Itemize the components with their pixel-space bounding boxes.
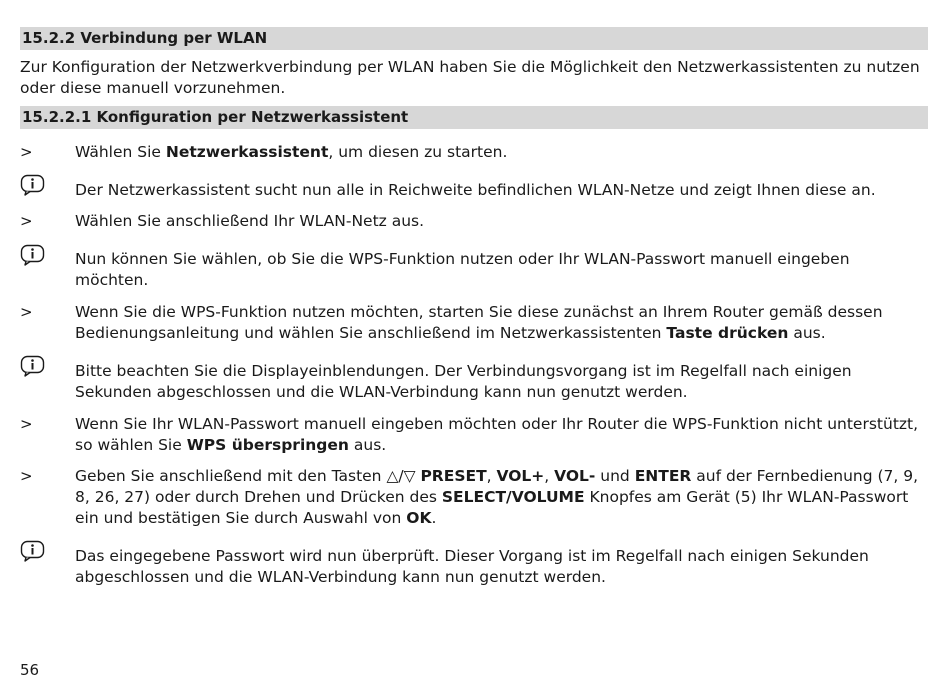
info-icon [20, 355, 46, 377]
page-number: 56 [20, 661, 40, 679]
info-displayeinblendungen: Bitte beachten Sie die Displayeinblendungen. Der Verbindungsvorgang ist im Regelfall nach einigen Sekunden abgeschlossen und die WLAN-Verbindung kann nun genutzt werden. [75, 362, 852, 401]
step-marker: > [20, 415, 33, 433]
step-marker: > [20, 467, 33, 485]
step-marker: > [20, 303, 33, 321]
intro-paragraph: Zur Konfiguration der Netzwerkverbindung per WLAN haben Sie die Möglichkeit den Netzwerkassistenten zu nutzen oder diese manuell vorzunehmen. [20, 58, 920, 97]
step-passwort-eingeben: Geben Sie anschließend mit den Tasten △/▽ PRESET, VOL+, VOL- und ENTER auf der Fernbedienung (7, 9, 8, 26, 27) oder durch Drehen und Drücken des SELECT/VOLUME Knopfes am Gerät (5) Ihr WLAN-Passwort ein und bestätigen Sie durch Auswahl von OK. [75, 467, 919, 527]
step-marker: > [20, 212, 33, 230]
info-icon [20, 174, 46, 196]
section-heading-verbindung-per-wlan: 15.2.2 Verbindung per WLAN [20, 27, 928, 50]
step-select-wlan-netz: Wählen Sie anschließend Ihr WLAN-Netz aus. [75, 212, 425, 230]
step-marker: > [20, 143, 33, 161]
info-icon [20, 244, 46, 266]
info-icon [20, 540, 46, 562]
step-select-netzwerkassistent: Wählen Sie Netzwerkassistent, um diesen zu starten. [75, 143, 508, 161]
info-wps-oder-passwort: Nun können Sie wählen, ob Sie die WPS-Funktion nutzen oder Ihr WLAN-Passwort manuell eingeben möchten. [75, 250, 850, 289]
info-passwort-ueberprueft: Das eingegebene Passwort wird nun überprüft. Dieser Vorgang ist im Regelfall nach einigen Sekunden abgeschlossen und die WLAN-Verbindung kann nun genutzt werden. [75, 547, 869, 586]
step-wps-funktion: Wenn Sie die WPS-Funktion nutzen möchten, starten Sie diese zunächst an Ihrem Router gemäß dessen Bedienungsanleitung und wählen Sie anschließend im Netzwerkassistenten Taste drücken aus. [75, 303, 883, 342]
step-passwort-manuell: Wenn Sie Ihr WLAN-Passwort manuell eingeben möchten oder Ihr Router die WPS-Funktion nicht unterstützt, so wählen Sie WPS überspringen aus. [75, 415, 919, 454]
info-netzwerkassistent-sucht: Der Netzwerkassistent sucht nun alle in Reichweite befindlichen WLAN-Netze und zeigt Ihnen diese an. [75, 181, 876, 199]
subsection-heading-netzwerkassistent: 15.2.2.1 Konfiguration per Netzwerkassistent [20, 106, 928, 129]
